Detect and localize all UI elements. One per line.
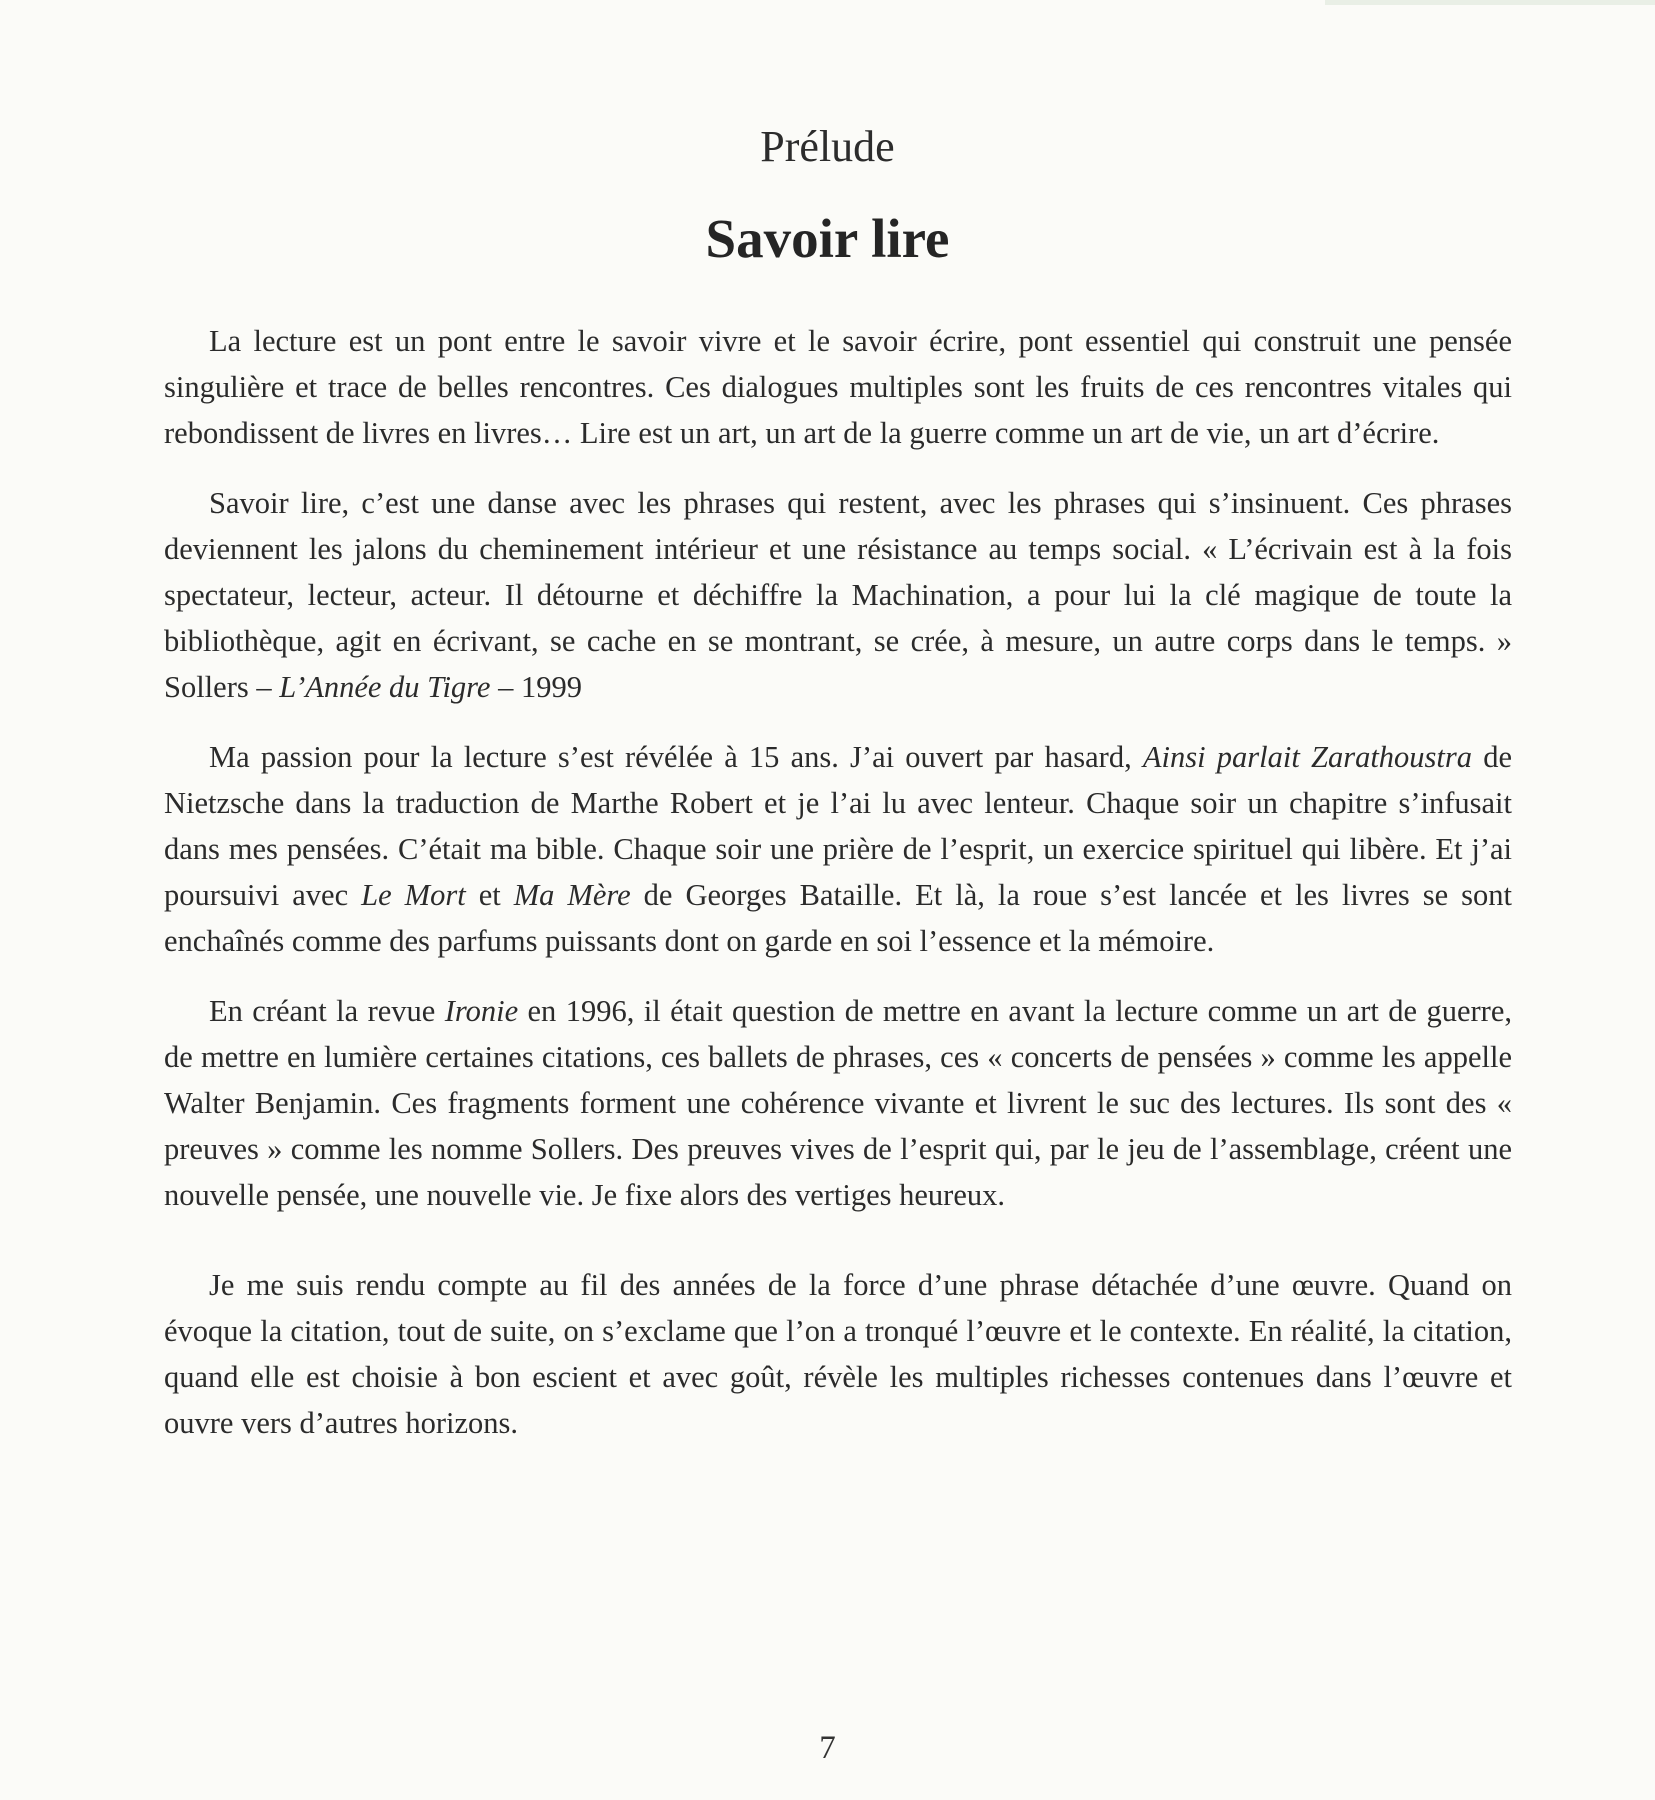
paragraph-5: Je me suis rendu compte au fil des années de la force d’une phrase détachée d’une œuvre. Quand on évoque la citation, tout de suite, on s’exclame que l’on a tronqué l’œuvre et le contexte. En réalité, la citation, quand elle est choisie à bon escient et avec goût, révèle les multiples richesses contenues dans l’œuvre et ouvre vers d’autres horizons.: [164, 1268, 1512, 1440]
paragraph-2: [164, 480, 1512, 710]
paragraph-3-text-d: de Georges Bataille. Et là, la roue s’est lancée et les livres se sont enchaînés comme des parfums puissants dont on garde en soi l’essence et la mémoire.: [164, 878, 1512, 958]
page-number: 7: [819, 1730, 836, 1766]
paragraph-2-text-a: Savoir lire, c’est une danse avec les phrases qui restent, avec les phrases qui s’insinuent. Ces phrases deviennent les jalons du cheminement intérieur et une résistance au temps social. « L’écrivain est à la fois spectateur, lecteur, acteur. Il détourne et déchiffre la Machination, a pour lui la clé magique de toute la bibliothèque, agit en écrivant, se cache en se montrant, se crée, à mesure, un autre corps dans le temps. » Sollers –: [164, 486, 1512, 704]
paragraph-1: La lecture est un pont entre le savoir vivre et le savoir écrire, pont essentiel qui construit une pensée singulière et trace de belles rencontres. Ces dialogues multiples sont les fruits de ces rencontres vitales qui rebondissent de livres en livres… Lire est un art, un art de la guerre comme un art de vie, un art d’écrire.: [164, 324, 1512, 450]
book-title-le-mort: Le Mort: [361, 878, 466, 912]
book-title-annee-du-tigre: L’Année du Tigre: [279, 670, 491, 704]
paragraph-4-text-a: En créant la revue: [209, 994, 445, 1028]
paragraph-4: [164, 988, 1512, 1218]
paragraph-4-text-b: en 1996, il était question de mettre en avant la lecture comme un art de guerre, de mettre en lumière certaines citations, ces ballets de phrases, ces « concerts de pensées » comme les appelle Walter Benjamin. Ces fragments forment une cohérence vivante et livrent le suc des lectures. Ils sont des « preuves » comme les nomme Sollers. Des preuves vives de l’esprit qui, par le jeu de l’assemblage, créent une nouvelle pensée, une nouvelle vie. Je fixe alors des vertiges heureux.: [164, 994, 1512, 1212]
book-title-zarathoustra: Ainsi parlait Zarathoustra: [1142, 740, 1473, 774]
journal-title-ironie: Ironie: [444, 994, 519, 1028]
body-text: [164, 318, 1512, 1470]
paragraph-3: [164, 734, 1512, 964]
paragraph-2-text-b: – 1999: [490, 670, 582, 704]
paragraph-3-text-a: Ma passion pour la lecture s’est révélée à 15 ans. J’ai ouvert par hasard,: [209, 740, 1143, 774]
chapter-label: Prélude: [760, 122, 895, 171]
chapter-title: Savoir lire: [705, 208, 950, 269]
paragraph-3-text-b: de Nietzsche dans la traduction de Marthe Robert et je l’ai lu avec lenteur. Chaque soir un chapitre s’infusait dans mes pensées. C’était ma bible. Chaque soir une prière de l’esprit, un exercice spirituel qui libère. Et j’ai poursuivi avec: [164, 740, 1512, 912]
paragraph-3-text-c: et: [465, 878, 514, 912]
book-title-ma-mere: Ma Mère: [513, 878, 631, 912]
